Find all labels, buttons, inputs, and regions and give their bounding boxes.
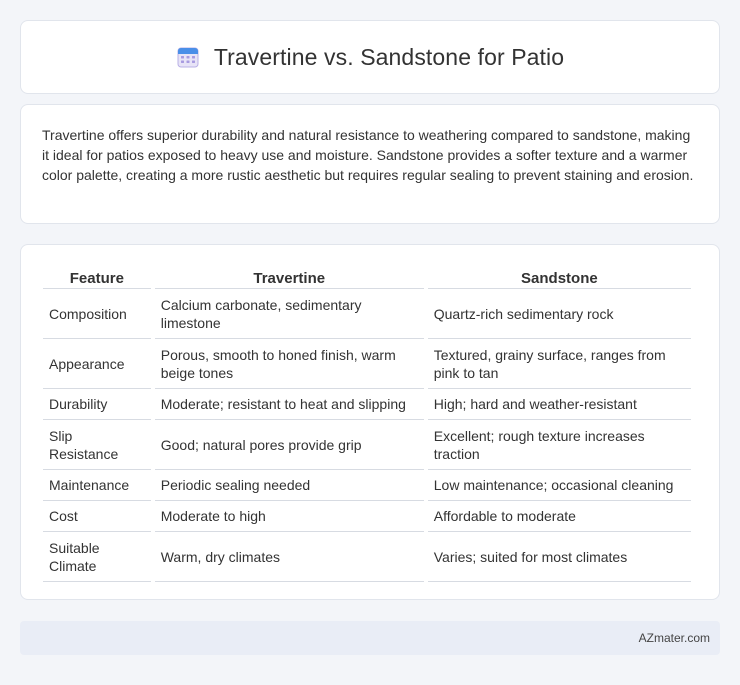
footer-bar (20, 621, 720, 655)
table-row (43, 389, 691, 420)
feature-cell: Durability (43, 389, 151, 420)
table-row (43, 420, 691, 470)
page-title: Travertine vs. Sandstone for Patio (213, 43, 565, 70)
intro-paragraph: Travertine offers superior durability and natural resistance to weathering compared to sandstone, making it ideal for patios exposed to heavy use and moisture. Sandstone provides a softer texture and a warmer color palette, creating a more rustic aesthetic but requires regular sealing to prevent staining and erosion. (42, 127, 694, 183)
feature-cell: Slip Resistance (43, 420, 151, 470)
intro-card (20, 104, 720, 224)
travertine-cell: Porous, smooth to honed finish, warm beige tones (155, 339, 424, 389)
travertine-cell: Good; natural pores provide grip (155, 420, 424, 470)
footer-brand: AZmater.com (638, 631, 710, 645)
feature-cell: Cost (43, 501, 151, 532)
sandstone-cell: Varies; suited for most climates (428, 532, 691, 582)
header-card (20, 20, 720, 94)
travertine-cell: Periodic sealing needed (155, 470, 424, 501)
travertine-cell: Moderate to high (155, 501, 424, 532)
travertine-cell: Warm, dry climates (155, 532, 424, 582)
table-row (43, 470, 691, 501)
header-sandstone: Sandstone (428, 263, 691, 289)
sandstone-cell: Affordable to moderate (428, 501, 691, 532)
table-row (43, 532, 691, 582)
sandstone-cell: Low maintenance; occasional cleaning (428, 470, 691, 501)
table-header-row (43, 263, 691, 289)
table-row (43, 289, 691, 339)
comparison-table-card (20, 244, 720, 600)
table-row (43, 339, 691, 389)
travertine-cell: Moderate; resistant to heat and slipping (155, 389, 424, 420)
calendar-icon (176, 45, 200, 69)
sandstone-cell: Textured, grainy surface, ranges from pink to tan (428, 339, 691, 389)
feature-cell: Suitable Climate (43, 532, 151, 582)
travertine-cell: Calcium carbonate, sedimentary limestone (155, 289, 424, 339)
sandstone-cell: Quartz-rich sedimentary rock (428, 289, 691, 339)
sandstone-cell: High; hard and weather-resistant (428, 389, 691, 420)
sandstone-cell: Excellent; rough texture increases traction (428, 420, 691, 470)
header-feature: Feature (43, 263, 151, 289)
comparison-table (39, 263, 695, 582)
header-travertine: Travertine (155, 263, 424, 289)
feature-cell: Maintenance (43, 470, 151, 501)
feature-cell: Appearance (43, 339, 151, 389)
feature-cell: Composition (43, 289, 151, 339)
table-row (43, 501, 691, 532)
